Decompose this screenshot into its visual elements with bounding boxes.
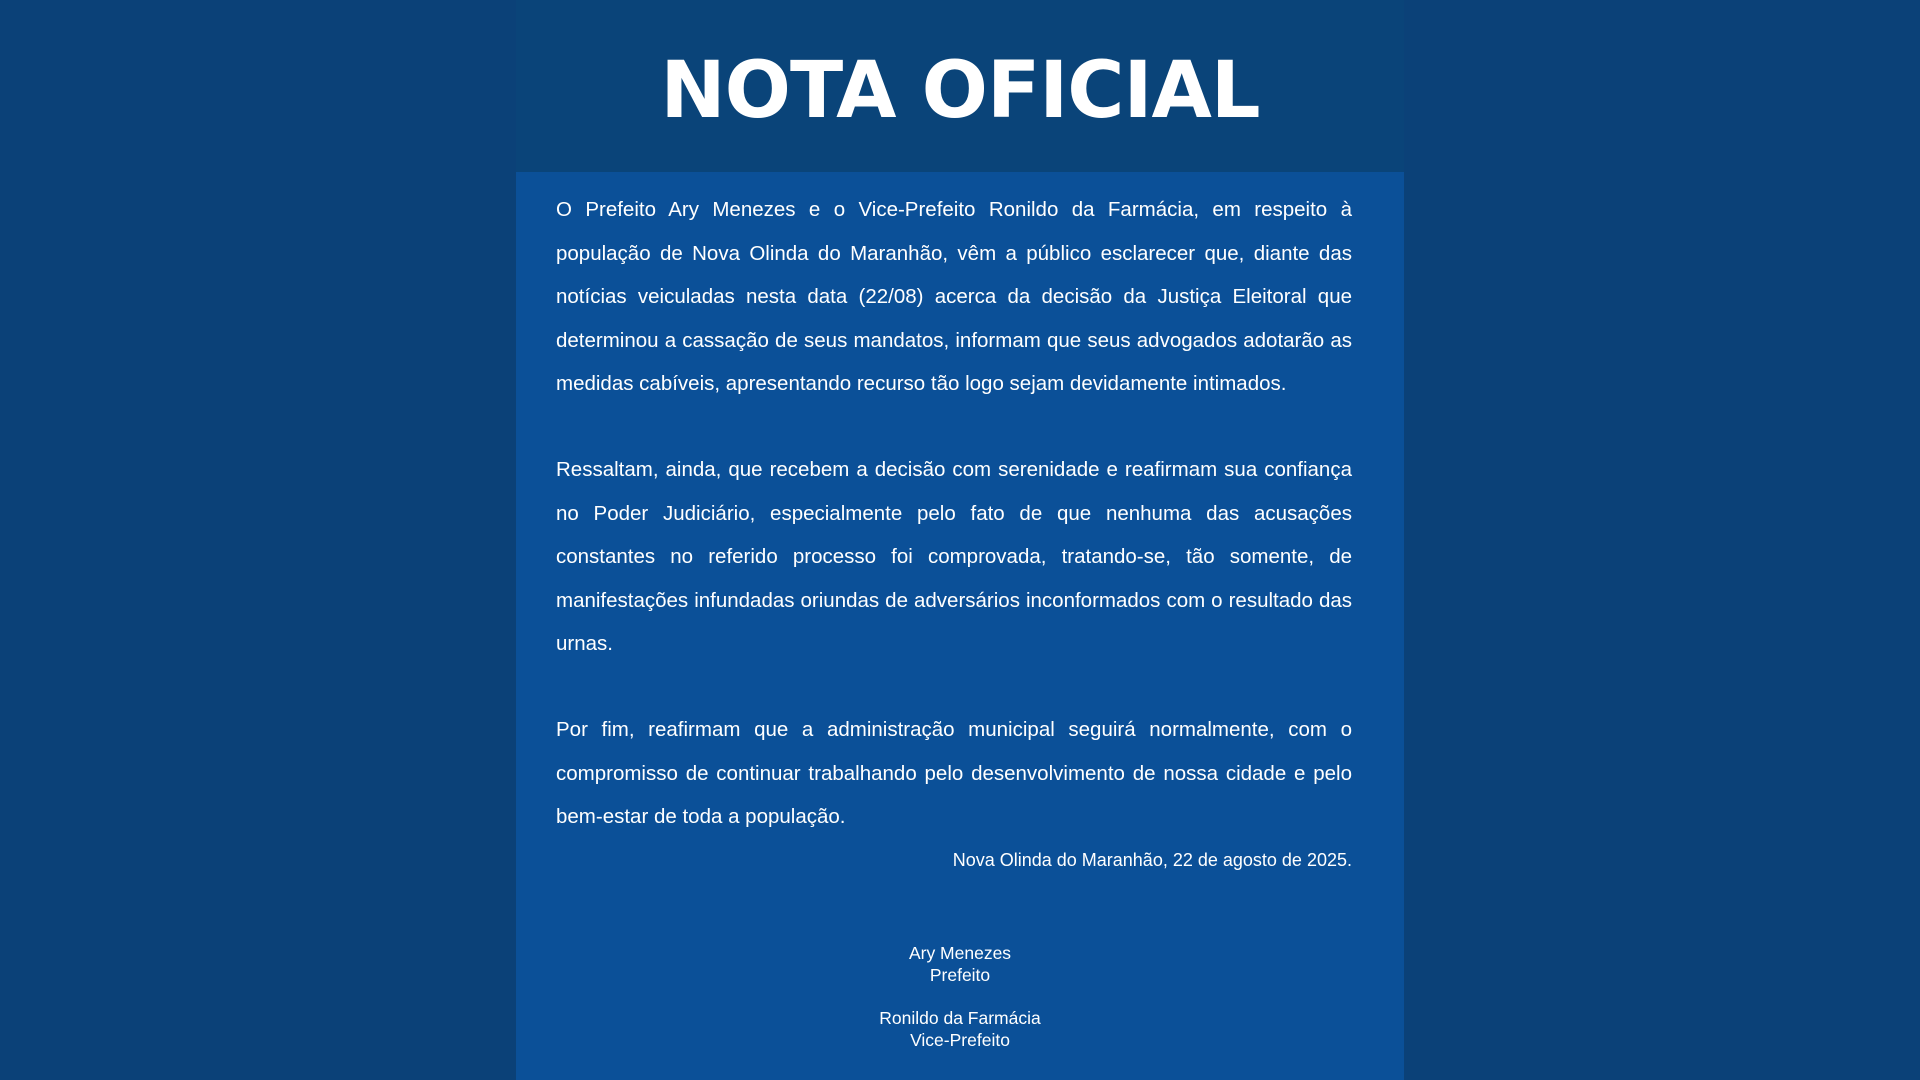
signature-mayor bbox=[516, 942, 1404, 986]
paragraph-3: Por fim, reafirmam que a administração municipal seguirá normalmente, com o compromisso de continuar trabalhando pelo desenvolvimento de nossa cidade e pelo bem-estar de toda a população. bbox=[556, 717, 1352, 829]
signatures bbox=[516, 942, 1404, 1051]
signature-role: Prefeito bbox=[929, 965, 991, 985]
paragraph-2: Ressaltam, ainda, que recebem a decisão com serenidade e reafirmam sua confiança no Poder Judiciário, especialmente pelo fato de que nenhuma das acusações constantes no referido processo foi comprovada, tratando-se, tão somente, de manifestações infundadas oriundas de adversários inconformados com o resultado das urnas. bbox=[556, 457, 1352, 656]
signature-vice-mayor bbox=[516, 1007, 1404, 1051]
place-date: Nova Olinda do Maranhão, 22 de agosto de 2025. bbox=[952, 849, 1352, 870]
signature-name: Ary Menezes bbox=[908, 943, 1012, 963]
note-body bbox=[556, 188, 1352, 873]
signature-name: Ronildo da Farmácia bbox=[879, 1008, 1041, 1028]
official-note-panel bbox=[516, 0, 1404, 1080]
page-title: NOTA OFICIAL bbox=[660, 46, 1260, 136]
paragraph-1: O Prefeito Ary Menezes e o Vice-Prefeito Ronildo da Farmácia, em respeito à população de Nova Olinda do Maranhão, vêm a público esclarecer que, diante das notícias veiculadas nesta data (22/08) acerca da decisão da Justiça Eleitoral que determinou a cassação de seus mandatos, informam que seus advogados adotarão as medidas cabíveis, apresentando recurso tão logo sejam devidamente intimados. bbox=[556, 198, 1352, 396]
note-header bbox=[516, 0, 1404, 172]
signature-role: Vice-Prefeito bbox=[910, 1030, 1010, 1050]
